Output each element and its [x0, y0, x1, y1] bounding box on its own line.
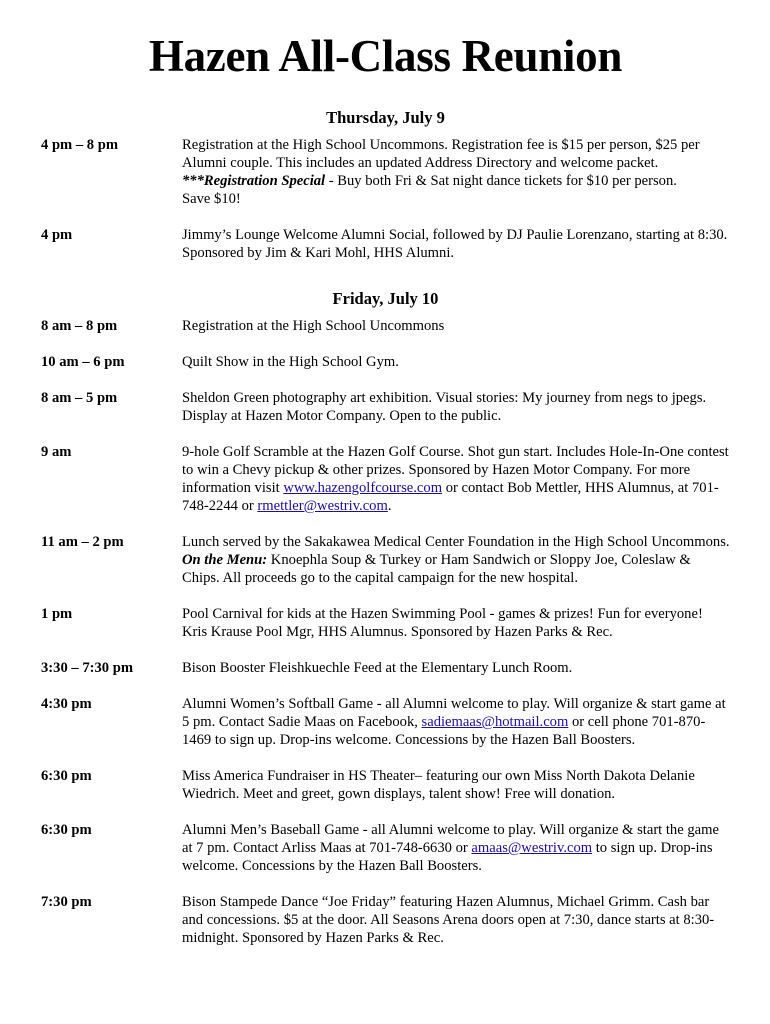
event-description: Quilt Show in the High School Gym.	[182, 354, 399, 370]
event-description	[182, 821, 730, 875]
document-title: Hazen All-Class Reunion	[148, 31, 623, 81]
schedule-item	[41, 136, 730, 208]
event-time: 7:30 pm	[41, 894, 92, 910]
event-time: 4:30 pm	[41, 696, 92, 712]
event-text: 9-hole Golf Scramble at the Hazen Golf Course. Shot gun start. Includes Hole-In-One contest to win a Chevy pickup & other prizes. Sponsored by Hazen Motor Company. For more information visit	[182, 444, 729, 496]
event-time: 8 am – 5 pm	[41, 390, 118, 406]
event-description: Bison Stampede Dance “Joe Friday” featuring Hazen Alumnus, Michael Grimm. Cash bar and concessions. $5 at the door. All Seasons Arena doors open at 7:30, dance starts at 8:30-midnight. Sponsored by Hazen Parks & Rec.	[182, 894, 715, 946]
event-description	[182, 136, 730, 208]
event-description: Miss America Fundraiser in HS Theater– featuring our own Miss North Dakota Delanie Wiedrich. Meet and greet, gown displays, talent show! Free will donation.	[182, 768, 695, 802]
thursday-schedule	[41, 136, 730, 262]
friday-heading: Friday, July 10	[332, 289, 439, 308]
event-time: 1 pm	[41, 606, 73, 622]
event-text: Knoephla Soup & Turkey or Ham Sandwich or Sloppy Joe, Coleslaw & Chips. All proceeds go to the capital campaign for the new hospital.	[182, 552, 691, 586]
event-description: Bison Booster Fleishkuechle Feed at the Elementary Lunch Room.	[182, 660, 573, 676]
menu-label: On the Menu:	[182, 552, 268, 568]
schedule-item	[41, 533, 730, 587]
event-description	[182, 695, 730, 749]
schedule-item	[41, 821, 730, 875]
schedule-item	[41, 226, 730, 262]
event-description: Jimmy’s Lounge Welcome Alumni Social, followed by DJ Paulie Lorenzano, starting at 8:30. Sponsored by Jim & Kari Mohl, HHS Alumni.	[182, 227, 728, 261]
special-text: - Buy both Fri & Sat night dance tickets for $10 per person.	[325, 173, 677, 189]
event-text: Alumni Women’s Softball Game - all Alumni welcome to play. Will organize & start game at 5 pm. Contact Sadie Maas on Facebook,	[182, 696, 726, 730]
special-save: Save $10!	[182, 191, 241, 207]
event-time: 9 am	[41, 444, 72, 460]
schedule-item	[41, 605, 730, 641]
event-time: 4 pm	[41, 227, 73, 243]
event-text: Registration at the High School Uncommons. Registration fee is $15 per person, $25 per Alumni couple. This includes an updated Address Directory and welcome packet.	[182, 137, 700, 171]
event-time: 11 am – 2 pm	[41, 534, 124, 550]
special-prefix: ***	[182, 173, 204, 189]
event-text: to sign up. Drop-ins welcome. Concessions by the Hazen Ball Boosters.	[182, 840, 713, 874]
event-description	[182, 533, 730, 587]
amaas-email-link[interactable]: amaas@westriv.com	[471, 840, 593, 856]
event-text: Lunch served by the Sakakawea Medical Center Foundation in the High School Uncommons.	[182, 534, 730, 550]
golf-course-link[interactable]: www.hazengolfcourse.com	[283, 480, 443, 496]
event-time: 6:30 pm	[41, 822, 92, 838]
event-description	[182, 443, 730, 515]
registration-special-line	[182, 172, 730, 190]
sadiemaas-email-link[interactable]: sadiemaas@hotmail.com	[421, 714, 569, 730]
event-time: 10 am – 6 pm	[41, 354, 125, 370]
event-time: 8 am – 8 pm	[41, 318, 118, 334]
thursday-heading: Thursday, July 9	[326, 108, 445, 127]
event-text: .	[387, 498, 392, 514]
friday-schedule	[41, 317, 730, 947]
event-text: or contact Bob Mettler, HHS Alumnus, at 701-748-2244 or	[182, 480, 719, 514]
schedule-item	[41, 695, 730, 749]
event-text: or cell phone 701-870-1469 to sign up. Drop-ins welcome. Concessions by the Hazen Ball Boosters.	[182, 714, 706, 748]
schedule-item	[41, 893, 730, 947]
schedule-item	[41, 659, 730, 677]
event-description: Sheldon Green photography art exhibition. Visual stories: My journey from negs to jpegs. Display at Hazen Motor Company. Open to the public.	[182, 390, 707, 424]
schedule-item	[41, 317, 730, 335]
schedule-item	[41, 443, 730, 515]
rmettler-email-link[interactable]: rmettler@westriv.com	[257, 498, 388, 514]
special-label: Registration Special	[203, 173, 326, 189]
event-description: Registration at the High School Uncommons	[182, 318, 445, 334]
event-time: 6:30 pm	[41, 768, 92, 784]
schedule-item	[41, 389, 730, 425]
event-text: Alumni Men’s Baseball Game - all Alumni welcome to play. Will organize & start the game at 7 pm. Contact Arliss Maas at 701-748-6630 or	[182, 822, 719, 856]
event-time: 4 pm – 8 pm	[41, 137, 119, 153]
schedule-item	[41, 767, 730, 803]
event-description: Pool Carnival for kids at the Hazen Swimming Pool - games & prizes! Fun for everyone! Kris Krause Pool Mgr, HHS Alumnus. Sponsored by Hazen Parks & Rec.	[182, 606, 703, 640]
schedule-item	[41, 353, 730, 371]
event-time: 3:30 – 7:30 pm	[41, 660, 134, 676]
